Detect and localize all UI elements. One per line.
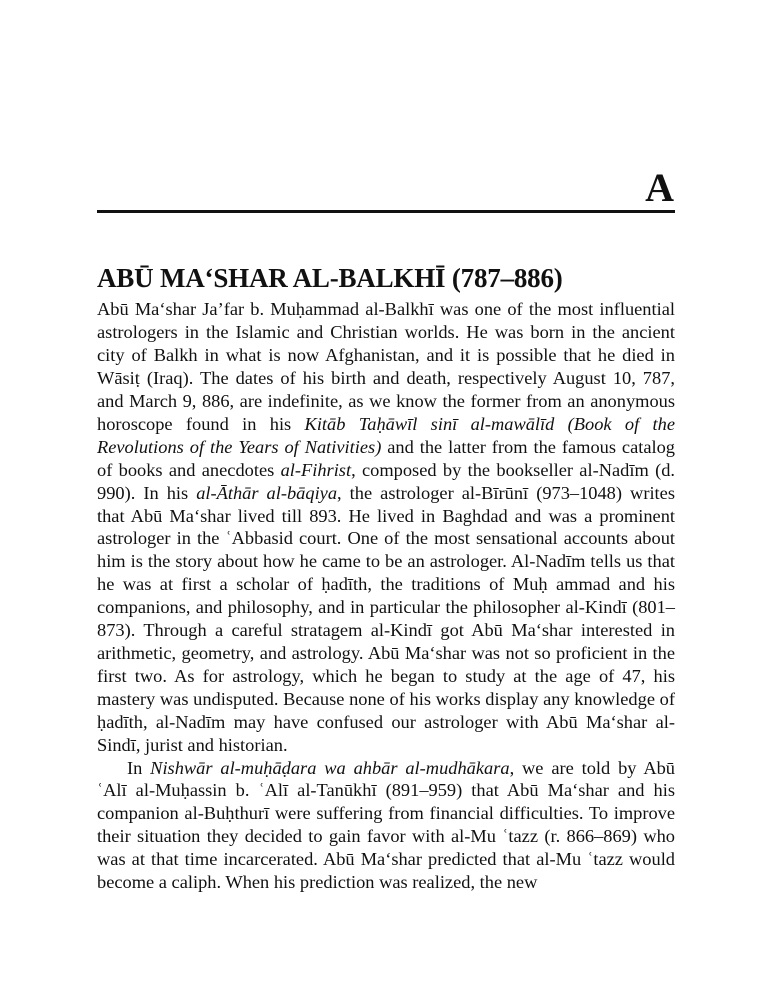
paragraph-1-run: Abū Ma‘shar Ja’far b. Muḥammad al-Balkhī was one of the most influential astrologers in the Islamic and Christian worlds. He was born in the ancient city of Balkh in what is now Afghanistan, and it is possible that he died in Wāsiṭ (Iraq). The dates of his birth and death, respectively August 10, 787, and March 9, 886, are indefinite, as we know the former from an anonymous horoscope found in his bbox=[97, 299, 675, 434]
entry-title: ABŪ MA‘SHAR AL-BALKHĪ (787–886) bbox=[97, 263, 563, 293]
paragraph-2-run: Nishwār al-muḥāḍara wa ahbār al-mudhākara bbox=[150, 757, 510, 778]
section-letter: A bbox=[645, 165, 674, 210]
entry bbox=[97, 262, 675, 894]
paragraph-1-run: , composed by the bookseller al-Nadīm (d. 990). In his bbox=[97, 459, 675, 503]
section-rule bbox=[97, 210, 675, 213]
paragraph-1-run: Kitāb Taḥāwīl sinī al-mawālīd (Book of the Revolutions of the Years of Nativities) bbox=[97, 413, 675, 457]
paragraph-2-run: , we are told by Abū ʿAlī al-Muḥassin b. ʿAlī al-Tanūkhī (891–959) that Abū Ma‘shar and his companion al-Buḥthurī were suffering from financial difficulties. To improve their situation they decided to gain favor with al-Mu ʿtazz (r. 866–869) who was at that time incarcerated. Abū Ma‘shar predicted that al-Mu ʿtazz would become a caliph. When his prediction was realized, the new bbox=[97, 757, 675, 893]
paragraph-1 bbox=[97, 298, 675, 756]
paragraph-1-run: al-Fihrist bbox=[280, 459, 352, 480]
paragraph-1-run: and the latter from the famous catalog of books and anecdotes bbox=[97, 436, 676, 480]
paragraph-1-run: al-Āthār al-bāqiya bbox=[196, 482, 338, 503]
paragraph-2-run: In bbox=[127, 757, 151, 778]
paragraph-2 bbox=[97, 757, 675, 894]
paragraph-1-run: , the astrologer al-Bīrūnī (973–1048) writes that Abū Ma‘shar lived till 893. He lived in Baghdad and was a prominent astrologer in the ʿAbbasid court. One of the most sensational accounts about him is the story about how he came to be an astrologer. Al-Nadīm tells us that he was at first a scholar of ḥadīth, the traditions of Muḥ ammad and his companions, and philosophy, and in particular the philosopher al-Kindī (801–873). Through a careful stratagem al-Kindī got Abū Ma‘shar interested in arithmetic, geometry, and astrology. Abū Ma‘shar was not so proficient in the first two. As for astrology, which he began to study at the age of 47, his mastery was undisputed. Because none of his works display any knowledge of ḥadīth, al-Nadīm may have confused our astrologer with Abū Ma‘shar al-Sindī, jurist and historian. bbox=[97, 482, 675, 755]
